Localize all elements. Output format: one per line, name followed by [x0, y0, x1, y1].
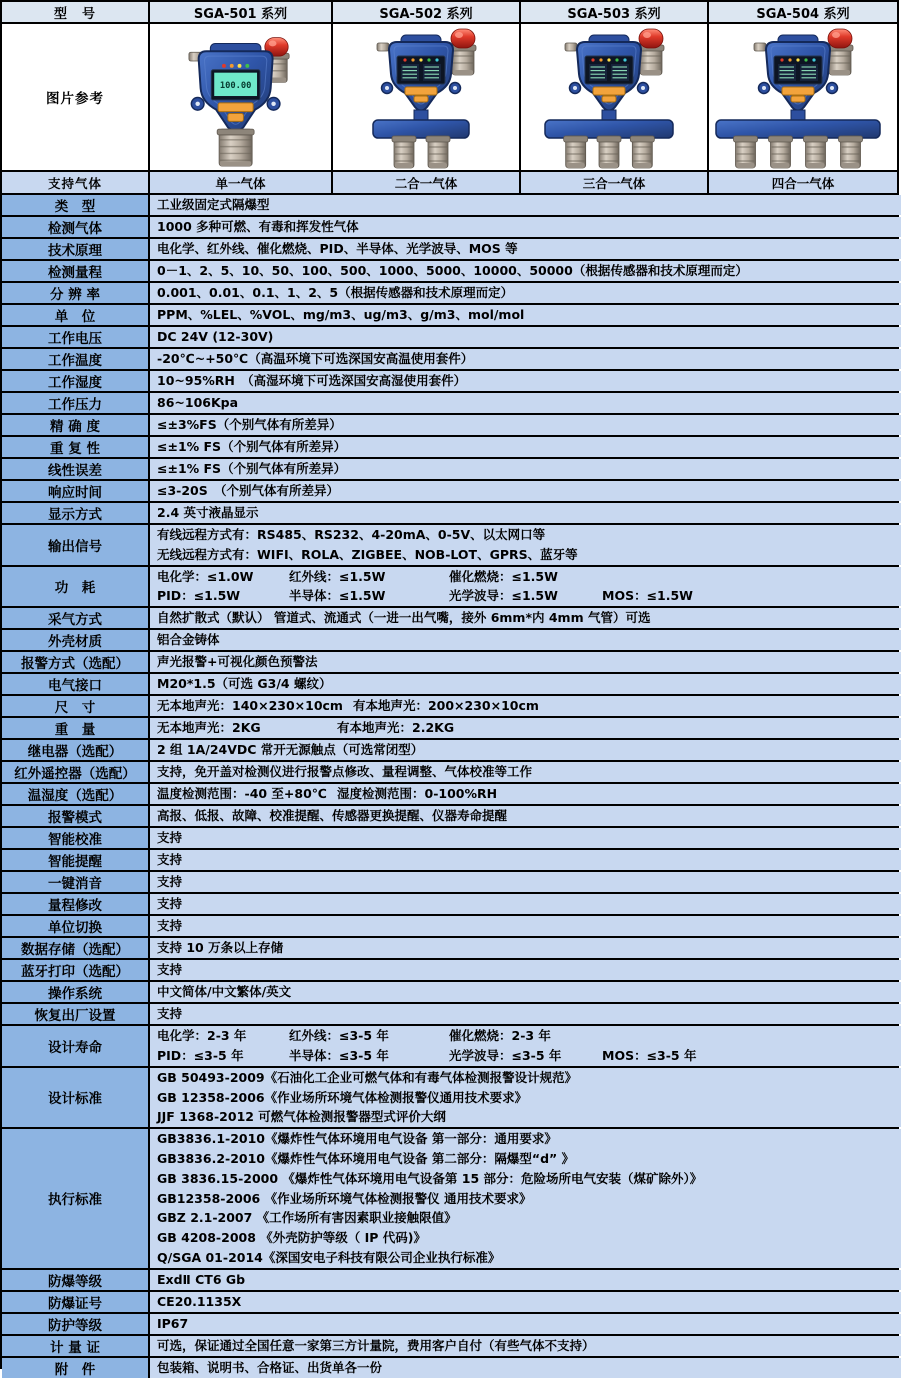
spec-row-label: 报警模式: [2, 806, 150, 826]
product-model-header: SGA-503 系列: [521, 2, 709, 24]
spec-value-segment: 无本地声光：2KG: [157, 720, 261, 736]
spec-row-value: [150, 630, 901, 650]
spec-value-segment: 支持: [157, 852, 183, 868]
spec-value-segment: 有线远程方式有：RS485、RS232、4-20mA、0-5V、以太网口等: [157, 527, 546, 542]
spec-row: [2, 652, 897, 674]
spec-value-segment: 红外线：≤1.5W: [289, 568, 386, 584]
spec-row: [2, 305, 897, 327]
spec-row-value: [150, 1270, 901, 1290]
spec-row-label: 设计寿命: [2, 1026, 150, 1066]
product-model-header: SGA-501 系列: [150, 2, 333, 24]
spec-row: [2, 239, 897, 261]
spec-row-label: 显示方式: [2, 503, 150, 523]
spec-row-value: [150, 239, 901, 259]
spec-row: [2, 1270, 897, 1292]
spec-row-label: 计 量 证: [2, 1336, 150, 1356]
spec-row-label: 输出信号: [2, 525, 150, 565]
spec-row-value: [150, 696, 901, 716]
spec-row-value: [150, 674, 901, 694]
spec-row-label: 单位切换: [2, 916, 150, 936]
product-image-sga-502: [333, 24, 521, 172]
spec-value-segment: ≤3-20S （个别气体有所差异）: [157, 483, 340, 499]
spec-row: [2, 1129, 897, 1270]
spec-row-label: 防爆等级: [2, 1270, 150, 1290]
spec-row: [2, 503, 897, 525]
spec-value-segment: 支持，免开盖对检测仪进行报警点修改、量程调整、气体校准等工作: [157, 764, 533, 780]
spec-value-segment: GBZ 2.1-2007 《工作场所有害因素职业接触限值》: [157, 1210, 457, 1226]
spec-rows: [2, 195, 897, 1378]
spec-value-segment: PID：≤1.5W: [157, 588, 241, 604]
spec-value-segment: GB3836.1-2010《爆炸性气体环境用电气设备 第一部分：通用要求》: [157, 1131, 557, 1147]
spec-row-label: 操作系统: [2, 982, 150, 1002]
spec-row-value: [150, 349, 901, 369]
spec-value-segment: 支持: [157, 896, 183, 912]
spec-value-segment: GB 4208-2008 《外壳防护等级（ IP 代码)》: [157, 1230, 426, 1246]
spec-value-segment: MOS：≤1.5W: [602, 588, 693, 604]
gas-label: 支持气体: [2, 172, 150, 195]
spec-row-value: [150, 459, 901, 479]
spec-row: [2, 195, 897, 217]
spec-row-value: [150, 982, 901, 1002]
spec-value-segment: 红外线：≤3-5 年: [289, 1028, 389, 1044]
spec-row: [2, 938, 897, 960]
spec-value-segment: M20*1.5（可选 G3/4 螺纹）: [157, 676, 332, 692]
spec-row-label: 检测气体: [2, 217, 150, 237]
spec-value-segment: PID：≤3-5 年: [157, 1047, 244, 1063]
product-gas-cell: 三合一气体: [521, 172, 709, 195]
spec-value-segment: 0－1、2、5、10、50、100、500、1000、5000、10000、50000（根据传感器和技术原理而定）: [157, 263, 748, 279]
spec-row-value: [150, 916, 901, 936]
spec-row: [2, 567, 897, 609]
spec-row: [2, 608, 897, 630]
spec-row: [2, 481, 897, 503]
spec-row-label: 一键消音: [2, 872, 150, 892]
spec-row-label: 恢复出厂设置: [2, 1004, 150, 1024]
spec-row-label: 报警方式（选配）: [2, 652, 150, 672]
spec-row-value: [150, 415, 901, 435]
spec-row: [2, 1292, 897, 1314]
spec-row-label: 电气接口: [2, 674, 150, 694]
spec-value-segment: ≤±3%FS（个别气体有所差异）: [157, 417, 342, 433]
spec-value-segment: 支持: [157, 1006, 183, 1022]
spec-row-value: [150, 1068, 901, 1127]
spec-row-value: [150, 371, 901, 391]
spec-value-segment: 有本地声光：200×230×10cm: [352, 698, 539, 714]
spec-row-value: [150, 740, 901, 760]
spec-row: [2, 1068, 897, 1129]
spec-row-label: 响应时间: [2, 481, 150, 501]
spec-row-label: 功 耗: [2, 567, 150, 607]
spec-value-segment: 温度检测范围：-40 至+80℃: [157, 786, 327, 802]
spec-row-label: 附 件: [2, 1358, 150, 1378]
spec-value-segment: 10~95%RH （高湿环境下可选深国安高湿使用套件）: [157, 373, 467, 389]
spec-value-segment: MOS：≤3-5 年: [602, 1047, 697, 1063]
spec-row-label: 防爆证号: [2, 1292, 150, 1312]
spec-row-label: 技术原理: [2, 239, 150, 259]
spec-row: [2, 459, 897, 481]
spec-value-segment: 无本地声光：140×230×10cm: [157, 698, 343, 714]
spec-row-value: [150, 503, 901, 523]
spec-value-segment: 支持: [157, 874, 183, 890]
spec-value-segment: 自然扩散式（默认） 管道式、流通式（一进一出气嘴，接外 6mm*内 4mm 气管）可选: [157, 610, 651, 626]
spec-value-segment: GB 12358-2006《作业场所环境气体检测报警仪通用技术要求》: [157, 1089, 528, 1105]
spec-row-value: [150, 261, 901, 281]
spec-row-value: [150, 828, 901, 848]
spec-value-segment: 湿度检测范围：0-100%RH: [337, 786, 498, 802]
spec-value-segment: GB12358-2006 《作业场所环境气体检测报警仪 通用技术要求》: [157, 1190, 532, 1206]
spec-row: [2, 630, 897, 652]
spec-row-label: 重 复 性: [2, 437, 150, 457]
spec-row-label: 数据存储（选配）: [2, 938, 150, 958]
spec-row-value: [150, 806, 901, 826]
spec-row: [2, 525, 897, 567]
product-image-sga-504: [709, 24, 897, 172]
spec-value-segment: 半导体：≤1.5W: [289, 588, 386, 604]
spec-value-segment: 催化燃烧：≤1.5W: [449, 568, 558, 584]
spec-value-segment: 电化学：2-3 年: [157, 1028, 247, 1044]
spec-row-value: [150, 525, 901, 565]
spec-value-segment: 0.001、0.01、0.1、1、2、5（根据传感器和技术原理而定）: [157, 285, 514, 301]
model-header-row: [2, 2, 897, 24]
spec-value-segment: 支持: [157, 918, 183, 934]
spec-row: [2, 1004, 897, 1026]
spec-value-segment: -20℃~+50℃（高温环境下可选深国安高温使用套件）: [157, 351, 474, 367]
spec-row-value: [150, 481, 901, 501]
spec-row: [2, 916, 897, 938]
spec-row-label: 工作压力: [2, 393, 150, 413]
spec-row: [2, 718, 897, 740]
spec-row: [2, 850, 897, 872]
spec-value-segment: GB3836.2-2010《爆炸性气体环境用电气设备 第二部分：隔爆型“d” 》: [157, 1150, 575, 1166]
spec-row-value: [150, 1129, 901, 1268]
spec-value-segment: 1000 多种可燃、有毒和挥发性气体: [157, 219, 359, 235]
product-gas-cell: 四合一气体: [709, 172, 897, 195]
spec-row-value: [150, 894, 901, 914]
spec-value-segment: 光学波导：≤3-5 年: [449, 1047, 562, 1063]
spec-row-label: 采气方式: [2, 608, 150, 628]
spec-row-value: [150, 1314, 901, 1334]
spec-row-value: [150, 1026, 901, 1066]
svg-text:100.00: 100.00: [219, 81, 252, 92]
spec-row-label: 设计标准: [2, 1068, 150, 1127]
spec-row-label: 防护等级: [2, 1314, 150, 1334]
spec-row-label: 工作湿度: [2, 371, 150, 391]
spec-row-value: [150, 718, 901, 738]
spec-row-label: 单 位: [2, 305, 150, 325]
spec-row-label: 温湿度（选配）: [2, 784, 150, 804]
spec-value-segment: 电化学：≤1.0W: [157, 568, 254, 584]
spec-row: [2, 1314, 897, 1336]
spec-row-label: 重 量: [2, 718, 150, 738]
spec-row-label: 智能校准: [2, 828, 150, 848]
spec-value-segment: IP67: [157, 1315, 189, 1331]
spec-value-segment: 电化学、红外线、催化燃烧、PID、半导体、光学波导、MOS 等: [157, 241, 518, 257]
spec-row-label: 外壳材质: [2, 630, 150, 650]
spec-row: [2, 806, 897, 828]
spec-value-segment: CE20.1135X: [157, 1293, 242, 1309]
spec-row-label: 工作电压: [2, 327, 150, 347]
spec-row-label: 继电器（选配）: [2, 740, 150, 760]
spec-row-label: 线性误差: [2, 459, 150, 479]
spec-row-value: [150, 1292, 901, 1312]
spec-row: [2, 371, 897, 393]
spec-row-value: [150, 217, 901, 237]
spec-value-segment: ≤±1% FS（个别气体有所差异）: [157, 439, 347, 455]
spec-row: [2, 784, 897, 806]
spec-row-value: [150, 1004, 901, 1024]
spec-row-label: 类 型: [2, 195, 150, 215]
spec-row-value: [150, 305, 901, 325]
spec-value-segment: Q/SGA 01-2014《深国安电子科技有限公司企业执行标准》: [157, 1249, 501, 1265]
spec-row-value: [150, 283, 901, 303]
spec-row: [2, 828, 897, 850]
spec-row: [2, 327, 897, 349]
spec-row: [2, 1026, 897, 1068]
spec-row: [2, 349, 897, 371]
spec-row-value: [150, 960, 901, 980]
spec-row-label: 分 辨 率: [2, 283, 150, 303]
spec-row: [2, 696, 897, 718]
spec-row-value: [150, 938, 901, 958]
spec-row-value: [150, 784, 901, 804]
spec-row-label: 工作温度: [2, 349, 150, 369]
spec-row: [2, 283, 897, 305]
spec-row: [2, 437, 897, 459]
spec-value-segment: ≤±1% FS（个别气体有所差异）: [157, 461, 347, 477]
spec-value-segment: 半导体：≤3-5 年: [289, 1047, 389, 1063]
spec-row-value: [150, 567, 901, 607]
spec-value-segment: 铝合金铸体: [157, 632, 220, 648]
spec-row: [2, 393, 897, 415]
spec-value-segment: 支持: [157, 962, 183, 978]
spec-row: [2, 982, 897, 1004]
spec-value-segment: PPM、%LEL、%VOL、mg/m3、ug/m3、g/m3、mol/mol: [157, 307, 525, 323]
spec-row-label: 蓝牙打印（选配）: [2, 960, 150, 980]
spec-row: [2, 415, 897, 437]
spec-row-label: 执行标准: [2, 1129, 150, 1268]
product-model-header: SGA-502 系列: [333, 2, 521, 24]
spec-row-value: [150, 652, 901, 672]
spec-row-value: [150, 195, 901, 215]
product-image-sga-501: [150, 24, 333, 172]
gas-row: [2, 172, 897, 195]
spec-row: [2, 960, 897, 982]
product-image-sga-503: [521, 24, 709, 172]
spec-value-segment: ExdⅡ CT6 Gb: [157, 1271, 246, 1287]
spec-value-segment: 2.4 英寸液晶显示: [157, 505, 259, 521]
product-model-header: SGA-504 系列: [709, 2, 897, 24]
spec-value-segment: JJF 1368-2012 可燃气体检测报警器型式评价大纲: [157, 1109, 446, 1125]
image-row: [2, 24, 897, 172]
model-label: 型 号: [2, 2, 150, 24]
spec-value-segment: GB 3836.15-2000 《爆炸性气体环境用电气设备第 15 部分：危险场所电气安装（煤矿除外）》: [157, 1170, 703, 1186]
spec-row-label: 红外遥控器（选配）: [2, 762, 150, 782]
spec-row: [2, 217, 897, 239]
spec-value-segment: 声光报警+可视化颜色预警法: [157, 654, 318, 670]
spec-value-segment: 支持 10 万条以上存储: [157, 940, 284, 956]
spec-row-value: [150, 1336, 901, 1356]
spec-row-value: [150, 850, 901, 870]
spec-value-segment: 高报、低报、故障、校准提醒、传感器更换提醒、仪器寿命提醒: [157, 808, 508, 824]
spec-value-segment: GB 50493-2009《石油化工企业可燃气体和有毒气体检测报警设计规范》: [157, 1069, 578, 1085]
spec-row-value: [150, 1358, 901, 1378]
spec-value-segment: 光学波导：≤1.5W: [449, 588, 558, 604]
spec-row-value: [150, 872, 901, 892]
spec-row: [2, 894, 897, 916]
spec-row-label: 精 确 度: [2, 415, 150, 435]
spec-row: [2, 1336, 897, 1358]
spec-value-segment: 有本地声光：2.2KG: [337, 720, 455, 736]
spec-value-segment: 可选，保证通过全国任意一家第三方计量院，费用客户自付（有些气体不支持）: [157, 1337, 595, 1353]
spec-row: [2, 674, 897, 696]
spec-row-value: [150, 762, 901, 782]
spec-row-value: [150, 393, 901, 413]
spec-row-value: [150, 327, 901, 347]
product-gas-cell: 单一气体: [150, 172, 333, 195]
spec-value-segment: 工业级固定式隔爆型: [157, 197, 270, 213]
spec-row-label: 智能提醒: [2, 850, 150, 870]
spec-value-segment: 支持: [157, 830, 183, 846]
spec-value-segment: 2 组 1A/24VDC 常开无源触点（可选常闭型）: [157, 742, 424, 758]
spec-row: [2, 261, 897, 283]
spec-row: [2, 740, 897, 762]
spec-value-segment: 催化燃烧：2-3 年: [449, 1028, 551, 1044]
product-gas-cell: 二合一气体: [333, 172, 521, 195]
image-label: 图片参考: [2, 24, 150, 172]
spec-row: [2, 1358, 897, 1378]
spec-value-segment: 86~106Kpa: [157, 395, 239, 411]
spec-value-segment: DC 24V (12-30V): [157, 329, 274, 345]
spec-value-segment: 包装箱、说明书、合格证、出货单各一份: [157, 1359, 383, 1375]
spec-row-label: 量程修改: [2, 894, 150, 914]
spec-row: [2, 762, 897, 784]
spec-row-value: [150, 437, 901, 457]
spec-row-label: 尺 寸: [2, 696, 150, 716]
spec-value-segment: 中文简体/中文繁体/英文: [157, 984, 292, 1000]
spec-row: [2, 872, 897, 894]
spec-row-label: 检测量程: [2, 261, 150, 281]
spec-row-value: [150, 608, 901, 628]
spec-value-segment: 无线远程方式有：WIFI、ROLA、ZIGBEE、NOB-LOT、GPRS、蓝牙等: [157, 546, 578, 562]
